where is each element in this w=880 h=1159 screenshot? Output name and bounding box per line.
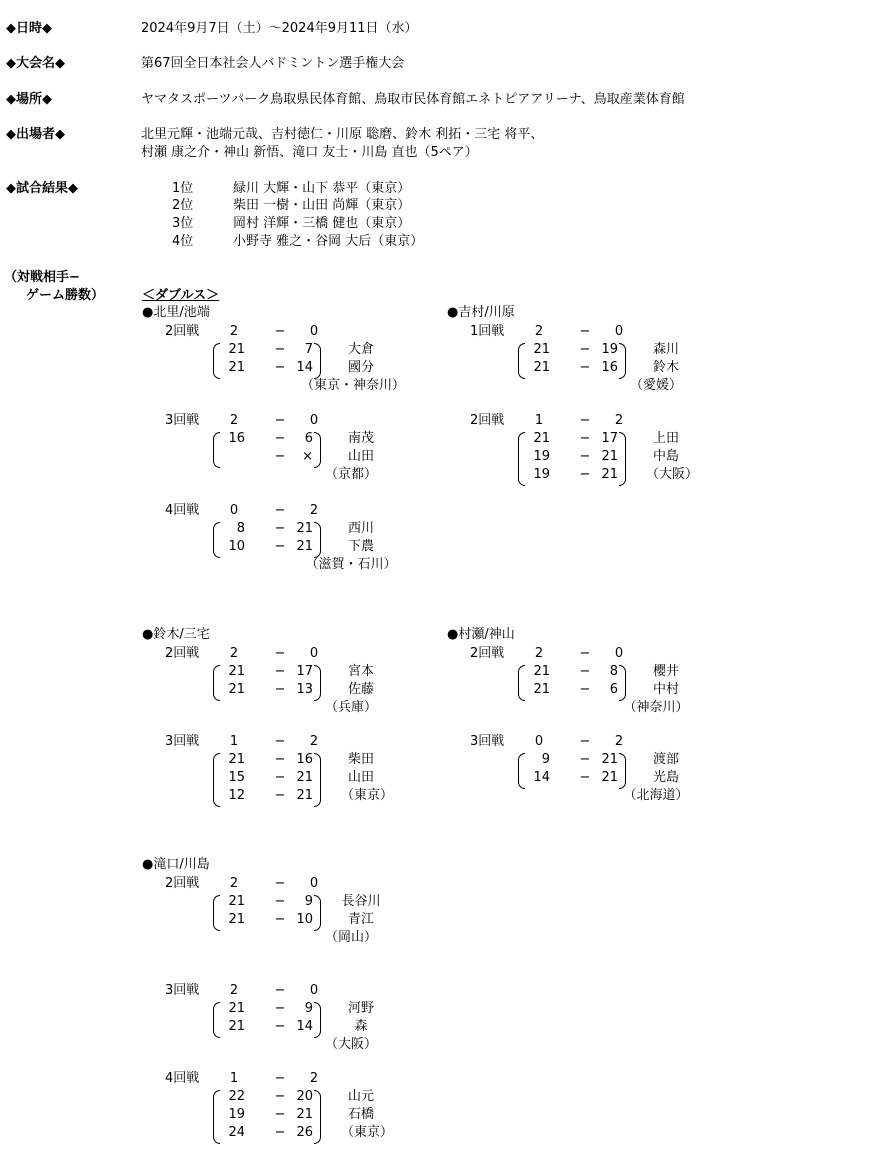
- round-label: 3回戦: [165, 983, 200, 998]
- game-score-theirs: 21: [296, 539, 313, 554]
- score-dash: −: [274, 912, 286, 927]
- participants-line-2: 村瀬 康之介・神山 新悟、滝口 友士・川島 直也（5ペア）: [141, 145, 478, 160]
- tournament-value: 第67回全日本社会人バドミントン選手権大会: [141, 56, 405, 71]
- opponent-prefecture: （東京・神奈川）: [301, 378, 406, 393]
- match-score-theirs: 2: [309, 503, 319, 518]
- game-score-theirs: 16: [601, 360, 618, 375]
- game-score-theirs: 21: [601, 752, 618, 767]
- score-dash: −: [274, 539, 286, 554]
- opponent-prefecture: （神奈川）: [623, 700, 689, 715]
- opponent-legend-line-1: （対戦相手−: [4, 270, 80, 285]
- round-label: 3回戦: [165, 734, 200, 749]
- match-score-ours: 2: [229, 983, 239, 998]
- result-name: 緑川 大輝・山下 恭平（東京）: [233, 181, 411, 196]
- game-score-theirs: 21: [601, 467, 618, 482]
- game-score-theirs: 21: [296, 521, 313, 536]
- tournament-label: ◆大会名◆: [6, 56, 65, 71]
- score-dash: −: [274, 894, 286, 909]
- score-dash: −: [274, 1125, 286, 1140]
- round-label: 1回戦: [470, 324, 505, 339]
- match-score-theirs: 0: [309, 876, 319, 891]
- game-score-theirs: 21: [601, 770, 618, 785]
- game-score-theirs: 9: [304, 1001, 313, 1016]
- match-score-ours: 2: [229, 646, 239, 661]
- participants-line-1: 北里元輝・池端元哉、吉村徳仁・川原 聡磨、鈴木 利拓・三宅 将平、: [141, 127, 544, 142]
- score-bracket-left: [213, 522, 220, 558]
- opponent-name: 鈴木: [652, 360, 679, 375]
- score-bracket-right: [314, 895, 321, 931]
- score-dash: −: [274, 682, 286, 697]
- score-dash: −: [274, 752, 286, 767]
- game-score-ours: 22: [228, 1089, 245, 1104]
- game-score-ours: 19: [228, 1107, 245, 1122]
- participants-label: ◆出場者◆: [6, 127, 65, 142]
- score-dash: −: [579, 413, 591, 428]
- game-score-theirs: 26: [296, 1125, 313, 1140]
- round-label: 2回戦: [470, 646, 505, 661]
- opponent-name: 山田: [347, 770, 374, 785]
- game-score-theirs: 14: [296, 1019, 313, 1034]
- score-dash: −: [274, 788, 286, 803]
- game-score-theirs: ×: [302, 449, 313, 464]
- game-score-theirs: 13: [296, 682, 313, 697]
- score-bracket-right: [619, 343, 626, 379]
- score-dash: −: [274, 413, 286, 428]
- game-score-ours: 21: [228, 682, 245, 697]
- game-score-ours: 21: [228, 752, 245, 767]
- score-dash: −: [579, 682, 591, 697]
- match-score-ours: 0: [534, 734, 544, 749]
- match-score-theirs: 0: [309, 413, 319, 428]
- score-dash: −: [579, 449, 591, 464]
- game-score-theirs: 10: [296, 912, 313, 927]
- opponent-name: 青江: [347, 912, 374, 927]
- opponent-name: 森川: [652, 342, 679, 357]
- game-score-theirs: 21: [296, 1107, 313, 1122]
- game-score-ours: 19: [533, 467, 550, 482]
- round-label: 4回戦: [165, 1071, 200, 1086]
- score-dash: −: [274, 1107, 286, 1122]
- match-score-ours: 0: [229, 503, 239, 518]
- game-score-ours: 19: [533, 449, 550, 464]
- result-rank: 3位: [172, 216, 194, 231]
- match-score-theirs: 2: [309, 734, 319, 749]
- game-score-ours: 9: [541, 752, 550, 767]
- game-score-ours: 16: [228, 431, 245, 446]
- opponent-prefecture: （東京）: [340, 1125, 393, 1140]
- game-score-ours: 21: [228, 1019, 245, 1034]
- round-label: 3回戦: [165, 413, 200, 428]
- opponent-name: 山元: [347, 1089, 374, 1104]
- pair-name: ●鈴木/三宅: [142, 627, 210, 642]
- game-score-theirs: 17: [601, 431, 618, 446]
- score-dash: −: [274, 664, 286, 679]
- opponent-name: 櫻井: [652, 664, 679, 679]
- match-score-ours: 2: [534, 324, 544, 339]
- score-dash: −: [274, 342, 286, 357]
- game-score-ours: 21: [228, 342, 245, 357]
- score-bracket-left: [213, 343, 220, 379]
- score-dash: −: [274, 324, 286, 339]
- score-dash: −: [274, 734, 286, 749]
- game-score-theirs: 6: [304, 431, 313, 446]
- score-dash: −: [274, 360, 286, 375]
- result-rank: 2位: [172, 198, 194, 213]
- game-score-ours: 21: [228, 912, 245, 927]
- score-bracket-left: [518, 753, 525, 789]
- game-score-theirs: 21: [296, 788, 313, 803]
- score-bracket-left: [213, 1002, 220, 1038]
- score-bracket-left: [518, 432, 525, 486]
- score-dash: −: [274, 1019, 286, 1034]
- game-score-theirs: 6: [609, 682, 618, 697]
- score-bracket-left: [518, 343, 525, 379]
- game-score-theirs: 21: [601, 449, 618, 464]
- pair-name: ●滝口/川島: [142, 857, 210, 872]
- game-score-theirs: 21: [296, 770, 313, 785]
- game-score-theirs: 19: [601, 342, 618, 357]
- score-dash: −: [274, 449, 286, 464]
- game-score-ours: 21: [228, 360, 245, 375]
- score-dash: −: [579, 324, 591, 339]
- opponent-name: 渡部: [652, 752, 679, 767]
- game-score-theirs: 16: [296, 752, 313, 767]
- opponent-prefecture: （岡山）: [324, 930, 377, 945]
- opponent-prefecture: （北海道）: [623, 788, 689, 803]
- game-score-theirs: 17: [296, 664, 313, 679]
- score-dash: −: [579, 770, 591, 785]
- score-dash: −: [274, 1071, 286, 1086]
- opponent-name: 西川: [347, 521, 374, 536]
- game-score-ours: 21: [533, 664, 550, 679]
- venue-value: ヤマタスポーツパーク鳥取県民体育館、鳥取市民体育館エネトピアアリーナ、鳥取産業体育館: [141, 92, 685, 107]
- date-label: ◆日時◆: [6, 21, 52, 36]
- opponent-prefecture: （京都）: [324, 467, 377, 482]
- opponent-name: 中村: [652, 682, 679, 697]
- match-score-theirs: 0: [614, 324, 624, 339]
- doubles-title: ＜ダブルス＞: [142, 288, 220, 303]
- pair-name: ●北里/池端: [142, 305, 210, 320]
- date-value: 2024年9月7日（土）〜2024年9月11日（水）: [141, 21, 418, 36]
- game-score-ours: 21: [533, 342, 550, 357]
- game-score-ours: 21: [533, 431, 550, 446]
- pair-name: ●吉村/川原: [447, 305, 515, 320]
- score-dash: −: [274, 431, 286, 446]
- opponent-prefecture: （兵庫）: [324, 700, 377, 715]
- match-score-ours: 2: [229, 413, 239, 428]
- score-bracket-left: [213, 432, 220, 468]
- opponent-name: 石橋: [347, 1107, 374, 1122]
- score-bracket-left: [518, 665, 525, 701]
- game-score-ours: 8: [236, 521, 245, 536]
- score-dash: −: [579, 734, 591, 749]
- game-score-ours: 21: [228, 664, 245, 679]
- game-score-theirs: 9: [304, 894, 313, 909]
- score-dash: −: [579, 467, 591, 482]
- round-label: 2回戦: [165, 324, 200, 339]
- match-score-theirs: 0: [614, 646, 624, 661]
- score-bracket-right: [314, 343, 321, 379]
- round-label: 4回戦: [165, 503, 200, 518]
- score-dash: −: [579, 664, 591, 679]
- opponent-name: 河野: [347, 1001, 374, 1016]
- match-score-ours: 2: [534, 646, 544, 661]
- match-score-theirs: 2: [614, 413, 624, 428]
- game-score-ours: 10: [228, 539, 245, 554]
- match-score-ours: 1: [229, 734, 239, 749]
- score-bracket-left: [213, 753, 220, 807]
- opponent-name: 宮本: [347, 664, 374, 679]
- round-label: 2回戦: [165, 646, 200, 661]
- score-bracket-left: [213, 895, 220, 931]
- score-dash: −: [579, 752, 591, 767]
- game-score-ours: 15: [228, 770, 245, 785]
- score-dash: −: [579, 431, 591, 446]
- result-name: 小野寺 雅之・谷岡 大后（東京）: [233, 234, 424, 249]
- match-score-ours: 2: [229, 876, 239, 891]
- score-bracket-right: [314, 432, 321, 468]
- game-score-ours: 14: [533, 770, 550, 785]
- game-score-ours: 21: [533, 360, 550, 375]
- score-dash: −: [274, 983, 286, 998]
- results-label: ◆試合結果◆: [6, 181, 78, 196]
- opponent-name: 中島: [652, 449, 679, 464]
- match-score-theirs: 0: [309, 646, 319, 661]
- opponent-prefecture: （大阪）: [324, 1037, 377, 1052]
- round-label: 2回戦: [165, 876, 200, 891]
- score-dash: −: [274, 1089, 286, 1104]
- opponent-name: 光島: [652, 770, 679, 785]
- match-score-theirs: 2: [614, 734, 624, 749]
- opponent-name: 森: [354, 1019, 368, 1034]
- match-score-ours: 2: [229, 324, 239, 339]
- opponent-name: 柴田: [347, 752, 374, 767]
- pair-name: ●村瀬/神山: [447, 627, 515, 642]
- score-dash: −: [274, 770, 286, 785]
- match-score-theirs: 2: [309, 1071, 319, 1086]
- score-bracket-left: [213, 665, 220, 701]
- score-dash: −: [579, 646, 591, 661]
- game-score-ours: 21: [228, 1001, 245, 1016]
- score-dash: −: [579, 342, 591, 357]
- score-bracket-right: [314, 1002, 321, 1038]
- result-name: 岡村 洋輝・三橋 健也（東京）: [233, 216, 411, 231]
- score-dash: −: [274, 1001, 286, 1016]
- game-score-ours: 24: [228, 1125, 245, 1140]
- game-score-ours: 21: [533, 682, 550, 697]
- result-name: 柴田 一樹・山田 尚輝（東京）: [233, 198, 411, 213]
- result-rank: 1位: [172, 181, 194, 196]
- score-dash: −: [579, 360, 591, 375]
- game-score-ours: 12: [228, 788, 245, 803]
- score-bracket-right: [314, 665, 321, 701]
- score-dash: −: [274, 503, 286, 518]
- match-score-theirs: 0: [309, 983, 319, 998]
- score-dash: −: [274, 521, 286, 536]
- opponent-name: 下農: [347, 539, 374, 554]
- opponent-prefecture: （滋賀・石川）: [305, 557, 397, 572]
- game-score-theirs: 8: [609, 664, 618, 679]
- round-label: 3回戦: [470, 734, 505, 749]
- opponent-name: 山田: [347, 449, 374, 464]
- opponent-prefecture: （愛媛）: [629, 378, 682, 393]
- score-bracket-left: [213, 1090, 220, 1144]
- game-score-theirs: 7: [304, 342, 313, 357]
- game-score-theirs: 14: [296, 360, 313, 375]
- score-bracket-right: [619, 665, 626, 701]
- round-label: 2回戦: [470, 413, 505, 428]
- score-dash: −: [274, 876, 286, 891]
- result-rank: 4位: [172, 234, 194, 249]
- score-bracket-right: [619, 753, 626, 789]
- score-dash: −: [274, 646, 286, 661]
- opponent-name: 南茂: [347, 431, 374, 446]
- opponent-prefecture: （東京）: [340, 788, 393, 803]
- match-score-theirs: 0: [309, 324, 319, 339]
- opponent-name: 國分: [347, 360, 374, 375]
- game-score-ours: 21: [228, 894, 245, 909]
- opponent-name: 佐藤: [347, 682, 374, 697]
- opponent-legend-line-2: ゲーム勝数）: [26, 288, 105, 303]
- game-score-theirs: 20: [296, 1089, 313, 1104]
- opponent-name: 上田: [652, 431, 679, 446]
- opponent-prefecture: （大阪）: [645, 467, 698, 482]
- score-bracket-right: [314, 522, 321, 558]
- opponent-name: 長谷川: [341, 894, 381, 909]
- opponent-name: 大倉: [347, 342, 374, 357]
- match-score-ours: 1: [229, 1071, 239, 1086]
- match-score-ours: 1: [534, 413, 544, 428]
- venue-label: ◆場所◆: [6, 92, 52, 107]
